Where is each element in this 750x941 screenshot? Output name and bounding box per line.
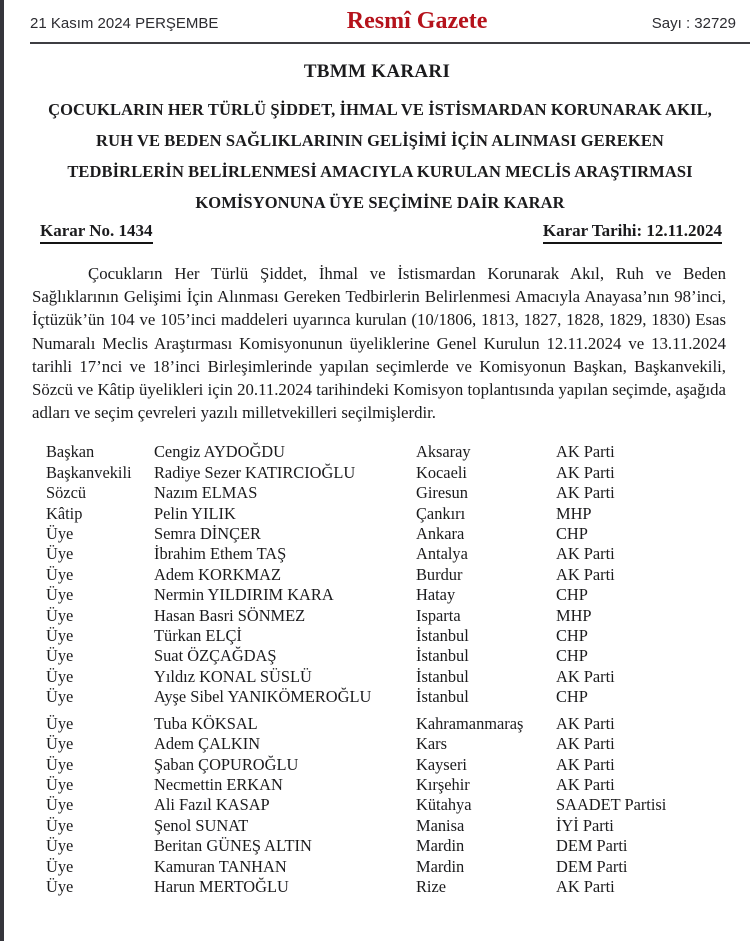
member-name: Cengiz AYDOĞDU bbox=[154, 442, 285, 462]
member-party: AK Parti bbox=[556, 462, 615, 482]
decision-meta-row bbox=[40, 221, 722, 244]
member-party: MHP bbox=[556, 503, 592, 523]
decision-body-paragraph: Çocukların Her Türlü Şiddet, İhmal ve İstismardan Korunarak Akıl, Ruh ve Beden Sağlıklarının Gelişimi İçin Alınması Gereken Tedbirlerin Belirlenmesi Amacıyla Anayasa’nın 98’inci, İçtüzük’ün 104 ve 105’inci maddeleri uyarınca kurulan (10/1806, 1813, 1827, 1828, 1829, 1830) Esas Numaralı Meclis Araştırması Komisyonunun üyeliklerine Genel Kurulun 12.11.2024 ve 13.11.2024 tarihli 17’nci ve 18’inci Birleşimlerinde yapılan seçimlerde ve Komisyonun Başkan, Başkanvekili, Sözcü ve Kâtip üyelikleri için 20.11.2024 tarihindeki Komisyon toplantısında yapılan seçimde, aşağıda adları ve seçim çevreleri yazılı milletvekilleri seçilmişlerdir. bbox=[32, 264, 726, 423]
member-role: Üye bbox=[46, 687, 74, 707]
member-row bbox=[46, 504, 750, 524]
member-name: Ali Fazıl KASAP bbox=[154, 795, 270, 815]
member-name: Hasan Basri SÖNMEZ bbox=[154, 605, 306, 625]
member-role: Üye bbox=[46, 876, 74, 896]
member-city: Mardin bbox=[416, 836, 465, 856]
member-party: CHP bbox=[556, 626, 588, 646]
member-party: AK Parti bbox=[556, 483, 615, 503]
member-role: Üye bbox=[46, 774, 74, 794]
member-name: Yıldız KONAL SÜSLÜ bbox=[154, 666, 312, 686]
member-name: Pelin YILIK bbox=[154, 503, 236, 523]
member-role: Üye bbox=[46, 646, 74, 666]
member-name: Nermin YILDIRIM KARA bbox=[154, 585, 334, 605]
member-city: İstanbul bbox=[416, 626, 469, 646]
member-party: AK Parti bbox=[556, 666, 615, 686]
member-row bbox=[46, 687, 750, 707]
header-divider bbox=[30, 42, 750, 44]
member-row bbox=[46, 734, 750, 754]
gazette-masthead: Resmî Gazete bbox=[346, 8, 488, 34]
member-role: Üye bbox=[46, 626, 74, 646]
member-role: Başkan bbox=[46, 442, 95, 462]
member-party: DEM Parti bbox=[556, 836, 628, 856]
member-name: İbrahim Ethem TAŞ bbox=[154, 544, 287, 564]
member-name: Semra DİNÇER bbox=[154, 524, 261, 544]
member-city: Kırşehir bbox=[416, 774, 470, 794]
member-city: Manisa bbox=[416, 815, 465, 835]
member-name: Tuba KÖKSAL bbox=[154, 713, 258, 733]
member-city: Çankırı bbox=[416, 503, 466, 523]
member-party: SAADET Partisi bbox=[556, 795, 667, 815]
member-row bbox=[46, 646, 750, 666]
member-role: Üye bbox=[46, 524, 74, 544]
member-row bbox=[46, 667, 750, 687]
member-name: Suat ÖZÇAĞDAŞ bbox=[154, 646, 277, 666]
member-role: Başkanvekili bbox=[46, 462, 132, 482]
member-row bbox=[46, 795, 750, 815]
member-row bbox=[46, 565, 750, 585]
member-party: CHP bbox=[556, 585, 588, 605]
member-role: Kâtip bbox=[46, 503, 83, 523]
member-role: Üye bbox=[46, 666, 74, 686]
member-city: Kütahya bbox=[416, 795, 472, 815]
member-city: Kahramanmaraş bbox=[416, 713, 524, 733]
member-city: İstanbul bbox=[416, 646, 469, 666]
member-city: Kayseri bbox=[416, 754, 467, 774]
member-city: Rize bbox=[416, 876, 447, 896]
member-party: AK Parti bbox=[556, 774, 615, 794]
member-row bbox=[46, 755, 750, 775]
member-role: Üye bbox=[46, 564, 74, 584]
member-name: Adem KORKMAZ bbox=[154, 564, 282, 584]
member-role: Üye bbox=[46, 605, 74, 625]
member-row bbox=[46, 585, 750, 605]
member-city: Isparta bbox=[416, 605, 461, 625]
member-party: MHP bbox=[556, 605, 592, 625]
member-name: Kamuran TANHAN bbox=[154, 856, 287, 876]
member-row bbox=[46, 626, 750, 646]
member-name: Beritan GÜNEŞ ALTIN bbox=[154, 836, 312, 856]
member-role: Üye bbox=[46, 795, 74, 815]
member-row bbox=[46, 836, 750, 856]
member-name: Türkan ELÇİ bbox=[154, 626, 242, 646]
member-role: Sözcü bbox=[46, 483, 87, 503]
member-party: AK Parti bbox=[556, 876, 615, 896]
decision-date: Karar Tarihi: 12.11.2024 bbox=[543, 221, 722, 244]
member-name: Radiye Sezer KATIRCIOĞLU bbox=[154, 462, 356, 482]
member-row bbox=[46, 483, 750, 503]
member-party: İYİ Parti bbox=[556, 815, 614, 835]
member-row bbox=[46, 857, 750, 877]
member-city: Mardin bbox=[416, 856, 465, 876]
member-name: Şaban ÇOPUROĞLU bbox=[154, 754, 299, 774]
member-name: Adem ÇALKIN bbox=[154, 734, 261, 754]
member-row bbox=[46, 606, 750, 626]
member-city: Burdur bbox=[416, 564, 463, 584]
member-party: CHP bbox=[556, 524, 588, 544]
member-city: Giresun bbox=[416, 483, 468, 503]
member-row bbox=[46, 544, 750, 564]
member-city: İstanbul bbox=[416, 666, 469, 686]
member-row bbox=[46, 442, 750, 462]
member-role: Üye bbox=[46, 754, 74, 774]
member-name: Şenol SUNAT bbox=[154, 815, 249, 835]
member-party: DEM Parti bbox=[556, 856, 628, 876]
member-row bbox=[46, 714, 750, 734]
member-city: Ankara bbox=[416, 524, 465, 544]
member-role: Üye bbox=[46, 836, 74, 856]
member-party: AK Parti bbox=[556, 713, 615, 733]
member-party: CHP bbox=[556, 646, 588, 666]
member-role: Üye bbox=[46, 856, 74, 876]
member-city: Kocaeli bbox=[416, 462, 467, 482]
member-name: Necmettin ERKAN bbox=[154, 774, 283, 794]
member-party: AK Parti bbox=[556, 734, 615, 754]
member-role: Üye bbox=[46, 734, 74, 754]
member-party: CHP bbox=[556, 687, 588, 707]
member-party: AK Parti bbox=[556, 544, 615, 564]
member-city: Antalya bbox=[416, 544, 468, 564]
gazette-header bbox=[4, 0, 750, 35]
member-role: Üye bbox=[46, 815, 74, 835]
member-city: Hatay bbox=[416, 585, 456, 605]
decision-type-heading: TBMM KARARI bbox=[303, 61, 451, 82]
member-city: İstanbul bbox=[416, 687, 469, 707]
member-row bbox=[46, 524, 750, 544]
member-name: Nazım ELMAS bbox=[154, 483, 258, 503]
member-row bbox=[46, 877, 750, 897]
member-role: Üye bbox=[46, 544, 74, 564]
member-name: Harun MERTOĞLU bbox=[154, 876, 289, 896]
member-party: AK Parti bbox=[556, 442, 615, 462]
members-table bbox=[46, 442, 750, 897]
gazette-date: 21 Kasım 2024 PERŞEMBE bbox=[30, 15, 219, 32]
member-role: Üye bbox=[46, 713, 74, 733]
member-party: AK Parti bbox=[556, 564, 615, 584]
member-row bbox=[46, 775, 750, 795]
member-party: AK Parti bbox=[556, 754, 615, 774]
decision-number: Karar No. 1434 bbox=[40, 221, 153, 244]
member-role: Üye bbox=[46, 585, 74, 605]
decision-title: ÇOCUKLARIN HER TÜRLÜ ŞİDDET, İHMAL VE İSTİSMARDAN KORUNARAK AKIL, RUH VE BEDEN SAĞLIKLARININ GELİŞİMİ İÇİN ALINMASI GEREKEN TEDBİRLERİN BELİRLENMESİ AMACIYLA KURULAN MECLİS ARAŞTIRMASI KOMİSYONUNA ÜYE SEÇİMİNE DAİR KARAR bbox=[48, 100, 712, 212]
member-city: Kars bbox=[416, 734, 447, 754]
member-row bbox=[46, 816, 750, 836]
member-name: Ayşe Sibel YANIKÖMEROĞLU bbox=[154, 687, 372, 707]
member-city: Aksaray bbox=[416, 442, 471, 462]
gazette-issue-number: Sayı : 32729 bbox=[651, 15, 736, 32]
member-row bbox=[46, 463, 750, 483]
